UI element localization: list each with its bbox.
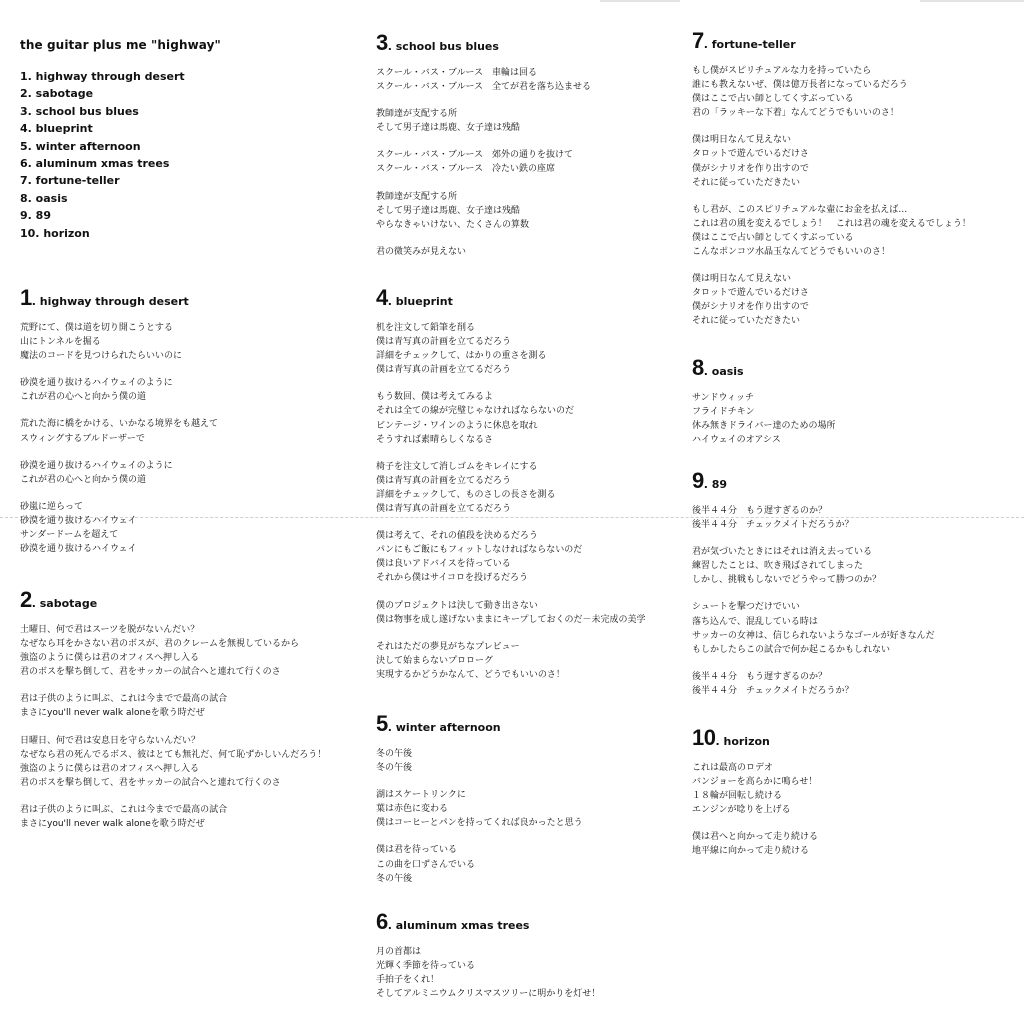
stanza	[692, 504, 935, 532]
song-number: 6	[376, 909, 388, 934]
song-highway-through-desert	[20, 287, 218, 569]
song-lyrics	[692, 391, 836, 447]
stanza	[376, 843, 583, 885]
tracklist-item: 3. school bus blues	[20, 104, 139, 118]
song-title: . fortune-teller	[703, 38, 796, 51]
lyric-line: 僕がシナリオを作り出すので	[692, 163, 809, 174]
scan-edge-mark	[920, 0, 1024, 2]
lyric-line: 後半４４分 もう遅すぎるのか？	[692, 671, 828, 682]
lyric-line: これは最高のロデオ	[692, 763, 773, 773]
lyric-line: 光輝く季節を待っている	[376, 961, 476, 972]
lyric-line: 冬の午後	[376, 749, 413, 759]
song-lyrics	[376, 945, 600, 1001]
lyric-line: 魔法のコードを見つけられたらいいのに	[20, 351, 183, 362]
song-title: . blueprint	[387, 295, 453, 308]
lyric-line: 僕のプロジェクトは決して動き出さない	[376, 600, 538, 611]
song-lyrics	[692, 761, 818, 859]
song-school-bus-blues	[376, 32, 591, 272]
stanza	[692, 761, 818, 817]
song-number: 10	[692, 725, 716, 750]
lyric-line: やらなきゃいけない、たくさんの算数	[376, 219, 530, 230]
song-title: . school bus blues	[387, 40, 499, 53]
stanza	[376, 599, 646, 627]
lyric-line: 君が気づいたときにはそれは消え去っている	[692, 547, 873, 558]
stanza	[692, 830, 818, 858]
song-title: . oasis	[703, 365, 744, 378]
stanza	[376, 245, 591, 259]
tracklist-item: 2. sabotage	[20, 87, 94, 101]
song-title: . highway through desert	[31, 295, 189, 308]
lyric-line: それから僕はサイコロを投げるだろう	[376, 573, 529, 584]
song-title: . sabotage	[31, 597, 98, 610]
lyric-line: 月の首都は	[376, 947, 422, 957]
stanza	[376, 148, 591, 176]
song-blueprint	[376, 287, 646, 695]
lyric-line: そしてアルミニウムクリスマスツリーに明かりを灯せ！	[376, 989, 601, 1000]
song-heading	[376, 287, 646, 313]
lyric-line: そして男子達は馬鹿、女子達は残酷	[376, 205, 521, 216]
stanza	[692, 600, 935, 656]
tracklist-item: 10. horizon	[20, 226, 90, 240]
lyric-line: スクール・バス・ブルース 郊外の通りを抜けて	[376, 150, 574, 161]
song-lyrics	[692, 504, 935, 698]
lyric-line: 山にトンネルを掘る	[20, 337, 101, 348]
lyric-line: 手拍子をくれ！	[376, 975, 440, 986]
lyric-line: なぜなら君の死んでるボス、彼はとても無礼だ、何て恥ずかしいんだろう！	[20, 749, 327, 760]
lyric-line: 後半４４分 もう遅すぎるのか？	[692, 506, 828, 516]
lyric-line: 僕は青写真の計画を立てるだろう	[376, 504, 512, 515]
song-lyrics	[20, 623, 326, 831]
tracklist-item: 9. 89	[20, 209, 51, 223]
lyric-line: ビンテージ・ワインのように休息を取れ	[376, 420, 538, 431]
lyric-line: 荒れた海に橋をかける、いかなる境界をも越えて	[20, 419, 219, 430]
lyric-line: 僕は青写真の計画を立てるだろう	[376, 365, 512, 376]
stanza	[376, 945, 600, 1001]
stanza	[20, 803, 326, 831]
song-lyrics	[376, 66, 591, 259]
lyric-line: 僕は青写真の計画を立てるだろう	[376, 475, 512, 486]
lyric-line: 実現するかどうかなんて、どうでもいいのさ！	[376, 669, 565, 680]
song-lyrics	[376, 321, 646, 682]
stanza	[20, 459, 218, 487]
stanza	[376, 321, 646, 377]
lyric-line: それに従っていただきたい	[692, 316, 801, 327]
lyric-line: 誰にも教えないぜ、僕は億万長者になっているだろう	[692, 80, 908, 91]
lyric-line: 砂漠を通り抜けるハイウェイ	[20, 515, 137, 526]
song-number: 3	[376, 30, 388, 55]
lyric-line: これは君の風を変えるでしょう！ これは君の魂を変えるでしょう！	[692, 218, 971, 229]
stanza	[376, 529, 646, 585]
lyric-line: 君のボスを撃ち倒して、君をサッカーの試合へと連れて行くのさ	[20, 667, 281, 678]
lyric-line: 君は子供のように叫ぶ、これは今までで最高の試合	[20, 804, 228, 815]
stanza	[692, 670, 935, 698]
lyric-line: サンダードームを超えて	[20, 530, 119, 541]
lyric-line: なぜなら耳をかさない君のボスが、君のクレームを無視しているから	[20, 639, 300, 650]
lyric-line: 僕はここで占い師としてくすぶっている	[692, 232, 854, 243]
song-number: 7	[692, 28, 704, 53]
song-heading	[20, 287, 218, 313]
lyric-line: 後半４４分 チェックメイトだろうか？	[692, 685, 854, 696]
song-aluminum-xmas-trees	[376, 911, 600, 1014]
lyric-line: スウィングするブルドーザーで	[20, 433, 145, 444]
lyric-line: 僕は青写真の計画を立てるだろう	[376, 337, 512, 348]
lyric-line: 教師達が支配する所	[376, 109, 458, 120]
lyric-line: それはただの夢見がちなプレビュー	[376, 641, 520, 652]
lyric-line: 休み無きドライバー達のための場所	[692, 421, 836, 432]
stanza	[20, 623, 326, 679]
lyric-line: もし君が、このスピリチュアルな壷にお金を払えば…	[692, 204, 908, 215]
lyric-line: 椅子を注文して消しゴムをキレイにする	[376, 461, 538, 472]
lyric-line: スクール・バス・ブルース 冷たい鉄の座席	[376, 164, 556, 175]
song-heading	[376, 911, 600, 937]
stanza	[20, 376, 218, 404]
lyric-line: 強盗のように僕らは君のオフィスへ押し入る	[20, 763, 200, 774]
lyric-line: 教師達が支配する所	[376, 191, 458, 202]
lyric-line: この曲を口ずさんでいる	[376, 859, 476, 870]
song-title: . aluminum xmas trees	[387, 919, 530, 932]
lyric-line: 冬の午後	[376, 873, 413, 884]
stanza	[376, 788, 583, 830]
song-heading	[376, 713, 583, 739]
stanza	[20, 417, 218, 445]
lyric-line: 決して始まらないプロローグ	[376, 655, 494, 666]
lyric-line: もう数回、僕は考えてみるよ	[376, 392, 494, 403]
lyric-line: 砂嵐に逆らって	[20, 501, 84, 512]
lyric-line: 君のボスを撃ち倒して、君をサッカーの試合へと連れて行くのさ	[20, 777, 281, 788]
tracklist-item: 4. blueprint	[20, 122, 93, 136]
tracklist-item: 6. aluminum xmas trees	[20, 157, 170, 171]
stanza	[376, 747, 583, 775]
lyric-line: 僕は君を待っている	[376, 845, 458, 856]
song-number: 9	[692, 468, 704, 493]
song-winter-afternoon	[376, 713, 583, 899]
lyric-line: これが君の心へと向かう僕の道	[20, 474, 147, 485]
stanza	[692, 272, 971, 328]
lyric-line: エンジンが唸りを上げる	[692, 805, 791, 816]
lyric-line: パンにもご飯にもフィットしなければならないのだ	[376, 545, 583, 556]
lyric-line: そうすれば素晴らしくなるさ	[376, 434, 494, 445]
stanza	[376, 390, 646, 446]
lyric-line: 僕はコーヒーとパンを持ってくれば良かったと思う	[376, 818, 583, 829]
lyric-line: タロットで遊んでいるだけさ	[692, 288, 809, 299]
lyric-line: 冬の午後	[376, 763, 413, 774]
lyric-line: もし僕がスピリチュアルな力を持っていたら	[692, 66, 872, 76]
song-title: . horizon	[715, 735, 770, 748]
song-heading	[692, 470, 935, 496]
lyric-line: バンジョーを高らかに鳴らせ！	[692, 777, 818, 788]
lyric-line: こんなポンコツ水晶玉なんてどうでもいいのさ！	[692, 247, 891, 258]
stanza	[20, 500, 218, 556]
stanza	[692, 133, 971, 189]
stanza	[20, 321, 218, 363]
lyric-line: タロットで遊んでいるだけさ	[692, 149, 809, 160]
stanza	[20, 692, 326, 720]
lyric-line: 僕は考えて、それの値段を決めるだろう	[376, 531, 538, 542]
lyric-line: 日曜日、何で君は安息日を守らないんだい？	[20, 735, 201, 746]
lyric-line: 机を注文して鉛筆を削る	[376, 323, 476, 333]
lyric-line: まさにyou'll never walk aloneを歌う時だぜ	[20, 819, 205, 830]
song-number: 1	[20, 285, 32, 310]
lyric-line: 君は子供のように叫ぶ、これは今までで最高の試合	[20, 694, 228, 705]
song-heading	[692, 727, 818, 753]
lyric-line: これが君の心へと向かう僕の道	[20, 392, 147, 403]
lyric-line: そして男子達は馬鹿、女子達は残酷	[376, 123, 521, 134]
lyric-line: 落ち込んで、混乱している時は	[692, 616, 818, 627]
song-lyrics	[376, 747, 583, 886]
lyric-line: それは全ての線が完璧じゃなければならないのだ	[376, 406, 575, 417]
song-horizon	[692, 727, 818, 872]
song-heading	[20, 589, 326, 615]
lyric-line: １８輪が回転し続ける	[692, 791, 783, 802]
stanza	[692, 545, 935, 587]
stanza	[692, 391, 836, 447]
album-title: the guitar plus me "highway"	[20, 38, 221, 52]
lyric-line: 君の「ラッキーな下着」なんてどうでもいいのさ！	[692, 108, 899, 119]
scan-edge-mark	[600, 0, 680, 2]
song-title: . 89	[703, 478, 728, 491]
stanza	[376, 640, 646, 682]
stanza	[692, 64, 971, 120]
stanza	[376, 460, 646, 516]
stanza	[376, 66, 591, 94]
lyric-line: シュートを撃つだけでいい	[692, 602, 800, 613]
lyric-line: 詳細をチェックして、はかりの重さを測る	[376, 351, 547, 362]
lyric-line: まさにyou'll never walk aloneを歌う時だぜ	[20, 708, 205, 719]
lyric-line: サッカーの女神は、信じられないようなゴールが好きなんだ	[692, 630, 935, 641]
song-heading	[376, 32, 591, 58]
lyric-line: しかし、挑戦もしないでどうやって勝つのか？	[692, 575, 882, 586]
lyric-line: 僕はここで占い師としてくすぶっている	[692, 94, 854, 105]
lyric-line: 僕がシナリオを作り出すので	[692, 302, 809, 313]
song-heading	[692, 30, 971, 56]
lyric-line: 湖はスケートリンクに	[376, 790, 466, 801]
lyric-line: 僕は良いアドバイスを待っている	[376, 559, 511, 570]
lyric-line: 荒野にて、僕は道を切り開こうとする	[20, 323, 173, 333]
tracklist	[20, 68, 185, 242]
stanza	[376, 190, 591, 232]
stanza	[20, 734, 326, 790]
lyric-line: 砂漠を通り抜けるハイウェイのように	[20, 378, 173, 389]
song-number: 8	[692, 355, 704, 380]
lyric-line: 砂漠を通り抜けるハイウェイ	[20, 544, 137, 555]
lyric-line: もしかしたらこの試合で何か起こるかもしれない	[692, 644, 891, 655]
lyric-line: 砂漠を通り抜けるハイウェイのように	[20, 460, 173, 471]
lyric-line: 僕は明日なんて見えない	[692, 274, 792, 285]
lyric-line: 強盗のように僕らは君のオフィスへ押し入る	[20, 653, 200, 664]
lyric-line: 葉は赤色に変わる	[376, 804, 449, 815]
lyric-line: スクール・バス・ブルース 車輪は回る	[376, 68, 538, 78]
song-heading	[692, 357, 836, 383]
lyric-line: 君の微笑みが見えない	[376, 246, 467, 257]
song-number: 4	[376, 285, 388, 310]
lyric-line: 僕は物事を成し遂げないままにキープしておくのだ－未完成の美学	[376, 614, 646, 625]
song-lyrics	[692, 64, 971, 329]
tracklist-item: 7. fortune-teller	[20, 174, 120, 188]
stanza	[692, 203, 971, 259]
lyric-line: それに従っていただきたい	[692, 177, 801, 188]
lyric-line: 詳細をチェックして、ものさしの長さを測る	[376, 489, 556, 500]
lyric-line: ハイウェイのオアシス	[692, 435, 781, 446]
lyric-line: サンドウィッチ	[692, 393, 755, 403]
song-number: 5	[376, 711, 388, 736]
lyric-line: フライドチキン	[692, 407, 755, 418]
tracklist-item: 8. oasis	[20, 191, 68, 205]
lyric-line: 僕は明日なんて見えない	[692, 135, 792, 146]
lyric-line: 土曜日、何で君はスーツを脱がないんだい？	[20, 625, 200, 635]
song-oasis	[692, 357, 836, 460]
lyric-line: 地平線に向かって走り続ける	[692, 846, 810, 857]
song-lyrics	[20, 321, 218, 556]
song-sabotage	[20, 589, 326, 844]
lyric-line: 僕は君へと向かって走り続ける	[692, 832, 819, 843]
lyric-line: 練習したことは、吹き飛ばされてしまった	[692, 561, 864, 572]
lyric-line: 後半４４分 チェックメイトだろうか？	[692, 520, 854, 531]
lyric-line: スクール・バス・ブルース 全てが君を落ち込ませる	[376, 82, 592, 93]
tracklist-item: 5. winter afternoon	[20, 139, 141, 153]
song-fortune-teller	[692, 30, 971, 342]
tracklist-item: 1. highway through desert	[20, 70, 185, 83]
stanza	[376, 107, 591, 135]
song-89	[692, 470, 935, 711]
song-title: . winter afternoon	[387, 721, 501, 734]
song-number: 2	[20, 587, 32, 612]
